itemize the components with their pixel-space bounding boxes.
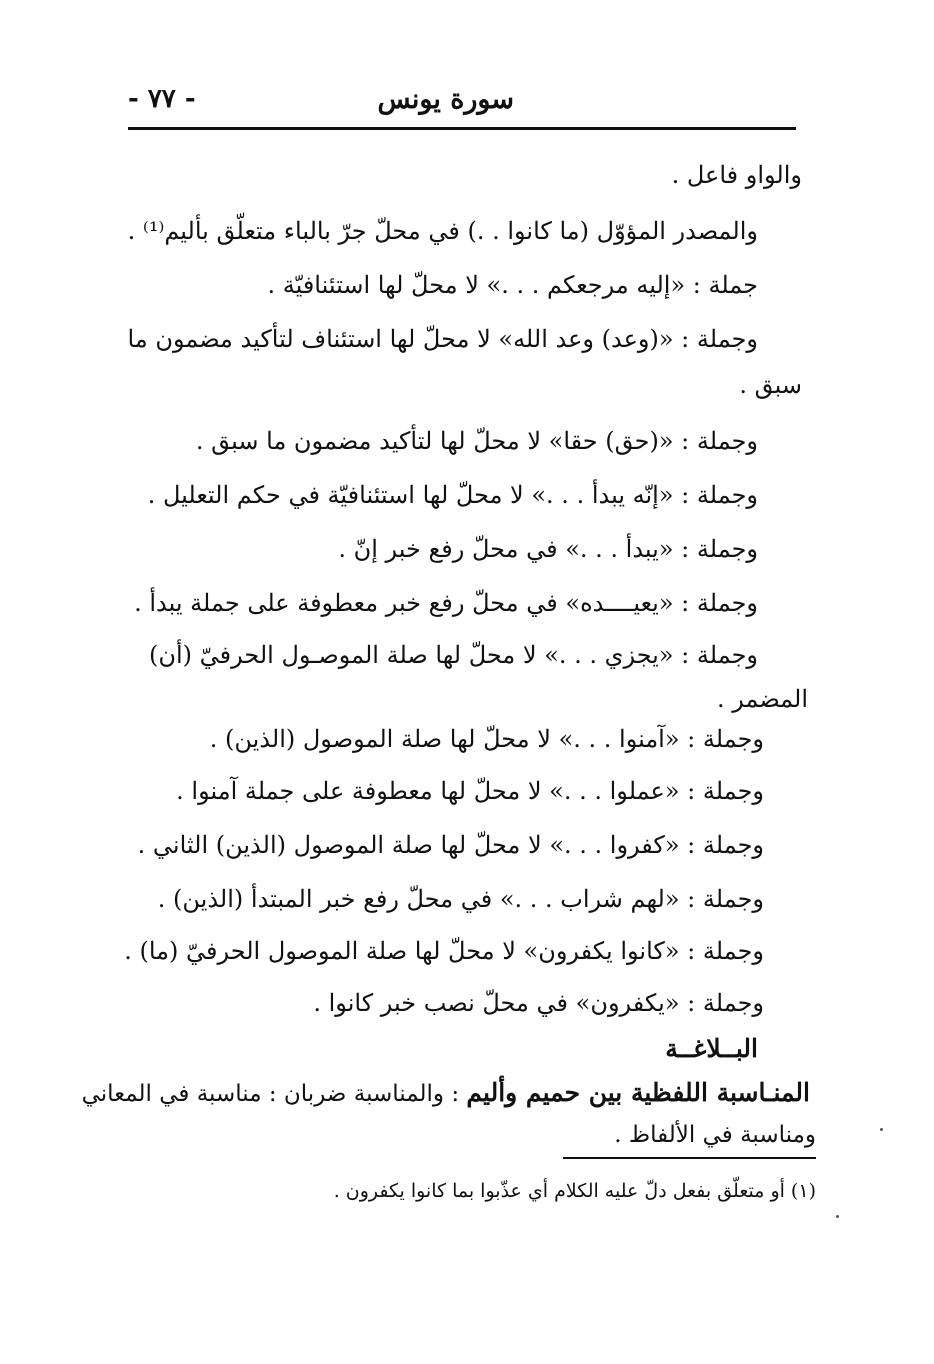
text-line: وجملة : «لهم شراب . . .» في محلّ رفع خبر المبتدأ (الذين) . [157, 885, 764, 913]
scan-speck [880, 1128, 883, 1131]
balagha-line-2: ومناسبة في الألفاظ . [614, 1122, 816, 1148]
text-line: جملة : «إليه مرجعكم . . .» لا محلّ لها استئنافيّة . [267, 271, 758, 299]
text-line: وجملة : «(وعد) وعد الله» لا محلّ لها استئناف لتأكيد مضمون ما [127, 325, 758, 353]
text-line: وجملة : «يعيــــده» في محلّ رفع خبر معطوفة على جملة يبدأ . [134, 589, 758, 617]
text-line: المضمر . [716, 685, 808, 713]
text-line: وجملة : «يبدأ . . .» في محلّ رفع خبر إنّ . [338, 535, 758, 563]
text-line: وجملة : «كفروا . . .» لا محلّ لها صلة الموصول (الذين) الثاني . [137, 831, 764, 859]
text-line: وجملة : «(حق) حقا» لا محلّ لها لتأكيد مضمون ما سبق . [195, 427, 758, 455]
text-line: وجملة : «كانوا يكفرون» لا محلّ لها صلة الموصول الحرفيّ (ما) . [124, 937, 764, 965]
text-line: والمصدر المؤوّل (ما كانوا . .) في محلّ جرّ بالباء متعلّق بأليم⁽¹⁾ . [127, 217, 758, 245]
text-line: والواو فاعل . [671, 161, 802, 189]
footnote: (١) أو متعلّق بفعل دلّ عليه الكلام أي عذّبوا بما كانوا يكفرون . [333, 1180, 816, 1202]
header-rule [128, 127, 796, 130]
surah-title: سورة يونس [377, 84, 514, 115]
balagha-line [82, 1078, 810, 1109]
text-line: وجملة : «إنّه يبدأ . . .» لا محلّ لها استئنافيّة في حكم التعليل . [147, 481, 758, 509]
text-line: وجملة : «آمنوا . . .» لا محلّ لها صلة الموصول (الذين) . [209, 725, 764, 753]
balagha-emphasis: المنـاسبة اللفظية بين حميم وأليم [466, 1078, 810, 1107]
balagha-rest: : والمناسبة ضربان : مناسبة في المعاني [81, 1081, 467, 1107]
text-line: سبق . [739, 371, 802, 399]
page-number: - ٧٧ - [128, 84, 196, 114]
text-line: وجملة : «عملوا . . .» لا محلّ لها معطوفة على جملة آمنوا . [176, 777, 764, 805]
section-heading: البــلاغــة [665, 1034, 758, 1063]
footnote-rule [563, 1157, 816, 1159]
scan-speck [836, 1215, 839, 1218]
page-header [128, 84, 796, 124]
text-line: وجملة : «يجزي . . .» لا محلّ لها صلة الموصـول الحرفيّ (أن) [149, 641, 758, 669]
text-line: وجملة : «يكفرون» في محلّ نصب خبر كانوا . [313, 989, 764, 1017]
